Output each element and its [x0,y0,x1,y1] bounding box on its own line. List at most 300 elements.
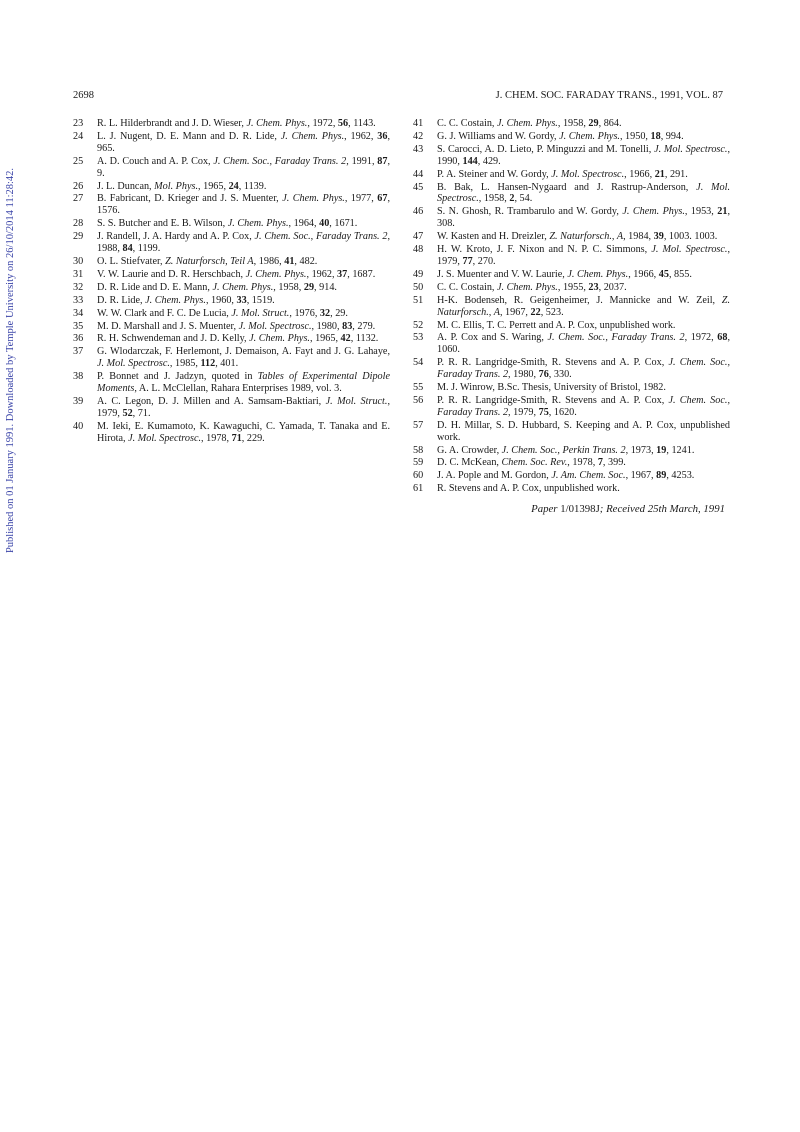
reference-item [72,421,390,445]
reference-text [437,169,730,181]
reference-number: 48 [413,244,424,256]
reference-number: 30 [73,255,84,267]
reference-journal: J. Chem. Soc., Faraday Trans. 2 [437,394,730,418]
reference-number: 60 [413,470,424,482]
reference-text [437,395,730,419]
reference-pages: , 1003. 1003. [663,231,718,243]
reference-item [72,193,390,217]
reference-number: 49 [413,268,424,280]
reference-volume: 76 [538,369,549,381]
reference-authors: J. S. Muenter and V. W. Laurie, [437,268,568,280]
reference-year: , 1967, [625,470,657,482]
reference-journal: Z. Naturforsch, Teil A [165,255,254,267]
reference-journal: J. Chem. Phys. [280,130,345,142]
reference-year: , 1985, [169,358,201,370]
reference-authors: A. D. Couch and A. P. Cox, [97,155,214,167]
reference-journal: J. Chem. Soc., Faraday Trans. 2 [213,155,347,167]
reference-volume: 32 [319,307,331,319]
reference-text [437,470,730,482]
reference-text [97,256,390,268]
reference-text [97,218,390,230]
reference-journal: Z. Naturforsch., A [549,231,624,243]
reference-year: , 1979, [437,244,730,267]
reference-authors: J. Randell, J. A. Hardy and A. P. Cox, [97,231,255,243]
reference-authors: M. J. Winrow, B.Sc. Thesis, University of Bristol, 1982. [437,382,666,394]
reference-volume: 37 [337,268,348,280]
page-number: 2698 [73,90,94,101]
reference-authors: J. A. Pople and M. Gordon, [437,470,552,482]
reference-volume: 18 [650,130,661,142]
reference-number: 42 [413,130,424,142]
reference-journal: J. Chem. Phys. [497,281,558,293]
reference-year: , 1972, [684,332,718,344]
reference-item [72,282,390,294]
reference-item [72,131,390,155]
reference-year: , 1978, [567,457,598,469]
reference-pages: , 1139. [238,180,267,192]
reference-item [412,395,730,419]
paper-received-line [412,503,725,515]
reference-pages: , 29. [330,307,348,319]
reference-authors: G. A. Crowder, [437,444,502,456]
reference-item [72,396,390,420]
reference-item [412,206,730,230]
reference-text [97,181,390,193]
reference-text [97,269,390,281]
reference-journal: J. Am. Chem. Soc. [551,470,626,482]
reference-pages: , 1519. [246,294,275,306]
reference-volume: 67 [377,193,388,205]
reference-pages: , 279. [352,320,376,332]
reference-number: 38 [73,371,84,383]
reference-number: 56 [413,394,424,406]
reference-authors: L. J. Nugent, D. E. Mann and D. R. Lide, [97,130,281,142]
reference-text [437,332,730,356]
reference-pages: , 482. [294,255,318,267]
reference-item [412,269,730,281]
reference-item [412,182,730,206]
reference-year: , 1979, [508,406,539,418]
reference-authors: D. R. Lide, [97,294,146,306]
reference-authors: J. L. Duncan, [97,180,155,192]
reference-item [412,470,730,482]
reference-number: 58 [413,444,424,456]
reference-text [437,131,730,143]
reference-text [437,282,730,294]
reference-journal: J. Chem. Phys. [245,268,307,280]
reference-journal: Mol. Phys. [154,180,199,192]
reference-year: , 1986, [253,255,285,267]
reference-item [412,332,730,356]
reference-authors: P. A. Steiner and W. Gordy, [437,168,552,180]
reference-volume: 84 [122,243,133,255]
reference-year: , 1972, [307,118,338,129]
reference-volume: 52 [122,407,133,419]
reference-year: , 1991, [346,155,378,167]
reference-journal: J. Mol. Spectrosc. [128,432,202,444]
reference-number: 37 [73,346,84,358]
paper-id: 1/01398J [560,503,600,515]
reference-text [97,131,390,155]
reference-pages: , 54. [514,193,533,205]
reference-pages: , 308. [437,206,730,230]
reference-item [72,218,390,230]
reference-year: , 1964, [288,218,320,230]
reference-volume: 56 [337,118,349,129]
reference-number: 27 [73,193,84,205]
reference-volume: 83 [342,320,353,332]
reference-year: , 1962, [306,268,338,280]
reference-journal: J. Mol. Spectrosc. [97,358,170,370]
reference-text [97,282,390,294]
reference-volume: 7 [597,457,603,469]
reference-authors: M. C. Ellis, T. C. Perrett and A. P. Cox, unpublished work. [437,319,676,331]
reference-year: , 1967, [499,306,531,318]
reference-number: 61 [413,483,424,495]
reference-authors: R. Stevens and A. P. Cox, unpublished work. [437,483,620,495]
reference-journal: J. Mol. Struct. [231,307,290,319]
reference-pages: , 1241. [666,444,695,456]
reference-number: 39 [73,395,84,407]
reference-number: 33 [73,294,84,306]
reference-journal: J. Chem. Soc., Perkin Trans. 2 [501,444,626,456]
reference-item [72,269,390,281]
reference-pages: , 1060. [437,332,731,356]
reference-pages: , 1671. [329,218,358,230]
reference-text [97,308,390,320]
reference-volume: 68 [717,332,728,344]
reference-pages: , 1143. [348,118,376,129]
reference-authors: M. D. Marshall and J. S. Muenter, [97,320,239,332]
reference-authors: D. C. McKean, [437,457,502,469]
reference-pages: , 1687. [347,268,376,280]
reference-year: , 1953, [684,206,718,218]
reference-authors: R. L. Hilderbrandt and J. D. Wieser, [97,118,247,129]
reference-journal: Chem. Soc. Rev. [501,457,568,469]
reference-volume: 112 [200,358,216,370]
reference-year: , 1976, [289,307,320,319]
reference-volume: 40 [319,218,330,230]
reference-year: , 1990, [437,143,730,167]
reference-authors: W. W. Clark and F. C. De Lucia, [97,307,232,319]
reference-authors: V. W. Laurie and D. R. Herschbach, [97,268,246,280]
reference-number: 51 [413,294,424,306]
reference-journal: J. Chem. Phys. [246,118,308,129]
reference-pages: , 523. [540,306,564,318]
download-watermark-text: Published on 01 January 1991. Downloaded by Temple University on 26/10/2014 11:28:42. [5,167,17,553]
reference-year: , 1988, [97,231,390,255]
reference-year: , 1962, [344,130,378,142]
reference-item [412,420,730,444]
reference-journal: J. Mol. Struct. [325,395,388,407]
reference-item [72,156,390,180]
reference-item [412,483,730,495]
reference-journal: J. Chem. Phys. [227,218,289,230]
reference-number: 53 [413,332,424,344]
reference-number: 57 [413,419,424,431]
reference-item [412,382,730,394]
reference-authors: D. H. Millar, S. D. Hubbard, S. Keeping and A. P. Cox, unpublished work. [437,419,730,443]
reference-journal: J. Mol. Spectrosc. [654,143,728,155]
reference-number: 29 [73,231,84,243]
reference-number: 26 [73,180,84,192]
reference-journal: J. Chem. Phys. [212,281,274,293]
reference-pages: , 429. [477,155,501,167]
reference-authors: D. R. Lide and D. E. Mann, [97,281,213,293]
reference-pages: , 291. [664,168,688,180]
reference-volume: 144 [462,155,478,167]
reference-number: 35 [73,320,84,332]
reference-pages: , 330. [548,369,572,381]
reference-volume: 22 [530,306,541,318]
reference-number: 50 [413,281,424,293]
reference-year: , 1977, [344,193,378,205]
reference-item [412,231,730,243]
reference-year: , 1984, [623,231,654,243]
reference-item [412,144,730,168]
reference-pages: , 914. [314,281,337,293]
reference-pages: , 864. [598,118,622,129]
reference-text [97,346,390,370]
reference-number: 43 [413,143,424,155]
reference-pages: , 401. [215,358,239,370]
reference-pages: , 229. [241,432,265,444]
reference-volume: 21 [654,168,665,180]
reference-pages: , 855. [668,268,692,280]
reference-text [437,144,730,168]
reference-year: , 1966, [628,268,659,280]
reference-authors: C. C. Costain, [437,281,498,293]
reference-authors: S. S. Butcher and E. B. Wilson, [97,218,228,230]
reference-year: , 1955, [557,281,589,293]
reference-authors: A. P. Cox and S. Waring, [437,332,548,344]
reference-text [437,382,730,394]
reference-pages: , 4253. [666,470,695,482]
reference-pages: , 994. [660,130,684,142]
reference-text [437,269,730,281]
reference-number: 44 [413,168,424,180]
reference-pages: , 1576. [97,193,390,217]
reference-journal: J. Chem. Soc., Faraday Trans. 2 [254,231,388,243]
reference-text [97,193,390,217]
reference-journal: J. Chem. Soc., Faraday Trans. 2 [437,357,730,381]
reference-item [412,320,730,332]
reference-year: , A. L. McClellan, Rahara Enterprises 1989, vol. 3. [134,383,342,395]
reference-number: 47 [413,231,424,243]
reference-item [412,244,730,268]
reference-item [72,231,390,255]
reference-authors: B. Bak, L. Hansen-Nygaard and J. Rastrup-Anderson, [437,181,697,193]
reference-item [72,295,390,307]
reference-year: , 1950, [619,130,651,142]
reference-item [72,118,390,130]
reference-text [97,295,390,307]
reference-year: , 1958, [557,118,589,129]
reference-volume: 89 [656,470,667,482]
reference-item [412,282,730,294]
reference-text [97,396,390,420]
paper-label: Paper [531,503,558,515]
reference-journal: J. Chem. Phys. [567,268,629,280]
reference-item [72,256,390,268]
reference-text [97,333,390,345]
reference-text [437,483,730,495]
reference-authors: G. Wlodarczak, F. Herlemont, J. Demaison, A. Fayt and J. G. Lahaye, [97,346,390,358]
reference-pages: , 1620. [548,406,577,418]
reference-journal: Tables of Experimental Dipole Moments [97,371,390,395]
reference-pages: , 399. [602,457,626,469]
reference-authors: P. R. R. Langridge-Smith, R. Stevens and A. P. Cox, [437,357,669,369]
reference-text [437,244,730,268]
reference-item [412,457,730,469]
reference-journal: J. Mol. Spectrosc. [238,320,312,332]
reference-year: , 1965, [309,333,341,345]
reference-volume: 29 [303,281,315,293]
reference-journal: J. Mol. Spectrosc. [651,244,728,256]
reference-number: 24 [73,130,84,142]
reference-journal: J. Mol. Spectrosc. [437,181,730,205]
reference-volume: 77 [462,255,473,267]
reference-text [97,371,390,395]
reference-pages: , 1199. [132,243,161,255]
reference-number: 34 [73,307,84,319]
reference-journal: J. Chem. Phys. [145,294,206,306]
reference-text [437,445,730,457]
reference-authors: M. Ieki, E. Kumamoto, K. Kawaguchi, C. Yamada, T. Tanaka and E. Hirota, [97,420,390,444]
reference-number: 45 [413,181,424,193]
reference-number: 41 [413,118,424,129]
reference-number: 54 [413,357,424,369]
reference-number: 25 [73,155,84,167]
reference-authors: B. Fabricant, D. Krieger and J. S. Muenter, [97,193,283,205]
reference-number: 36 [73,333,84,345]
reference-text [437,206,730,230]
reference-volume: 2 [509,193,515,205]
reference-year: , 1965, [198,180,229,192]
reference-text [97,321,390,333]
reference-year: , 1980, [508,369,539,381]
reference-volume: 36 [377,130,388,142]
reference-year: , 1973, [625,444,657,456]
reference-volume: 45 [658,268,669,280]
reference-authors: C. C. Costain, [437,118,498,129]
reference-text [97,156,390,180]
reference-text [437,357,730,381]
reference-number: 59 [413,457,424,469]
reference-journal: J. Chem. Phys. [559,130,620,142]
reference-year: , 1978, [201,432,232,444]
reference-text [437,295,730,319]
reference-volume: 39 [653,231,664,243]
reference-year: , 1966, [624,168,655,180]
reference-item [72,321,390,333]
reference-item [72,371,390,395]
reference-item [412,295,730,319]
reference-volume: 87 [377,155,388,167]
reference-number: 23 [73,118,84,129]
reference-pages: , 9. [97,155,390,179]
reference-journal: Z. Naturforsch., A [437,294,730,318]
reference-item [412,169,730,181]
reference-authors: P. R. R. Langridge-Smith, R. Stevens and A. P. Cox, [437,394,669,406]
reference-authors: P. Bonnet and J. Jadzyn, quoted in [97,371,258,383]
reference-year: , 1980, [311,320,343,332]
reference-journal: J. Chem. Phys. [497,118,558,129]
reference-item [72,346,390,370]
reference-authors: H-K. Bodenseh, R. Geigenheimer, J. Mannicke and W. Zeil, [437,294,722,306]
reference-authors: H. W. Kroto, J. F. Nixon and N. P. C. Simmons, [437,244,652,256]
reference-text [437,118,730,130]
reference-text [97,421,390,445]
reference-item [412,131,730,143]
reference-year: , 1979, [97,395,390,419]
reference-item [72,308,390,320]
reference-item [72,181,390,193]
reference-journal: J. Chem. Phys. [282,193,345,205]
reference-pages: , 270. [472,255,496,267]
reference-volume: 21 [717,206,728,218]
references-right-column [412,118,730,496]
reference-authors: O. L. Stiefvater, [97,255,166,267]
reference-authors: A. C. Legon, D. J. Millen and A. Samsam-Baktiari, [97,395,326,407]
reference-number: 40 [73,420,84,432]
download-watermark [1,50,21,670]
reference-number: 32 [73,281,84,293]
reference-number: 31 [73,268,84,280]
reference-volume: 23 [588,281,599,293]
page-header [73,90,723,106]
reference-text [437,457,730,469]
reference-year: , 1958, [273,281,304,293]
reference-text [97,118,390,130]
reference-pages: , 2037. [598,281,627,293]
reference-text [437,231,730,243]
reference-number: 46 [413,206,424,218]
reference-volume: 19 [656,444,667,456]
reference-volume: 41 [284,255,295,267]
reference-year: , 1958, [478,193,510,205]
reference-item [412,118,730,130]
reference-pages: , 1132. [350,333,379,345]
reference-volume: 29 [588,118,599,129]
reference-item [412,357,730,381]
reference-year: , 1960, [205,294,237,306]
reference-volume: 33 [236,294,247,306]
references-left-column [72,118,390,446]
reference-pages: , 71. [132,407,151,419]
reference-item [72,333,390,345]
reference-journal: J. Chem. Phys. [249,333,310,345]
reference-authors: S. Carocci, A. D. Lieto, P. Minguzzi and M. Tonelli, [437,143,655,155]
reference-authors: R. H. Schwendeman and J. D. Kelly, [97,333,250,345]
reference-volume: 42 [340,333,351,345]
reference-text [97,231,390,255]
reference-text [437,420,730,444]
reference-authors: W. Kasten and H. Dreizler, [437,231,550,243]
reference-number: 52 [413,319,424,331]
received-date: ; Received 25th March, 1991 [599,503,725,515]
reference-authors: S. N. Ghosh, R. Trambarulo and W. Gordy, [437,206,623,218]
reference-journal: J. Chem. Phys. [622,206,685,218]
reference-volume: 75 [538,406,549,418]
reference-text [437,320,730,332]
reference-text [437,182,730,206]
reference-journal: J. Chem. Soc., Faraday Trans. 2 [547,332,685,344]
reference-volume: 24 [228,180,239,192]
reference-authors: G. J. Williams and W. Gordy, [437,130,560,142]
reference-pages: , 965. [97,130,391,154]
reference-journal: J. Mol. Spectrosc. [551,168,625,180]
